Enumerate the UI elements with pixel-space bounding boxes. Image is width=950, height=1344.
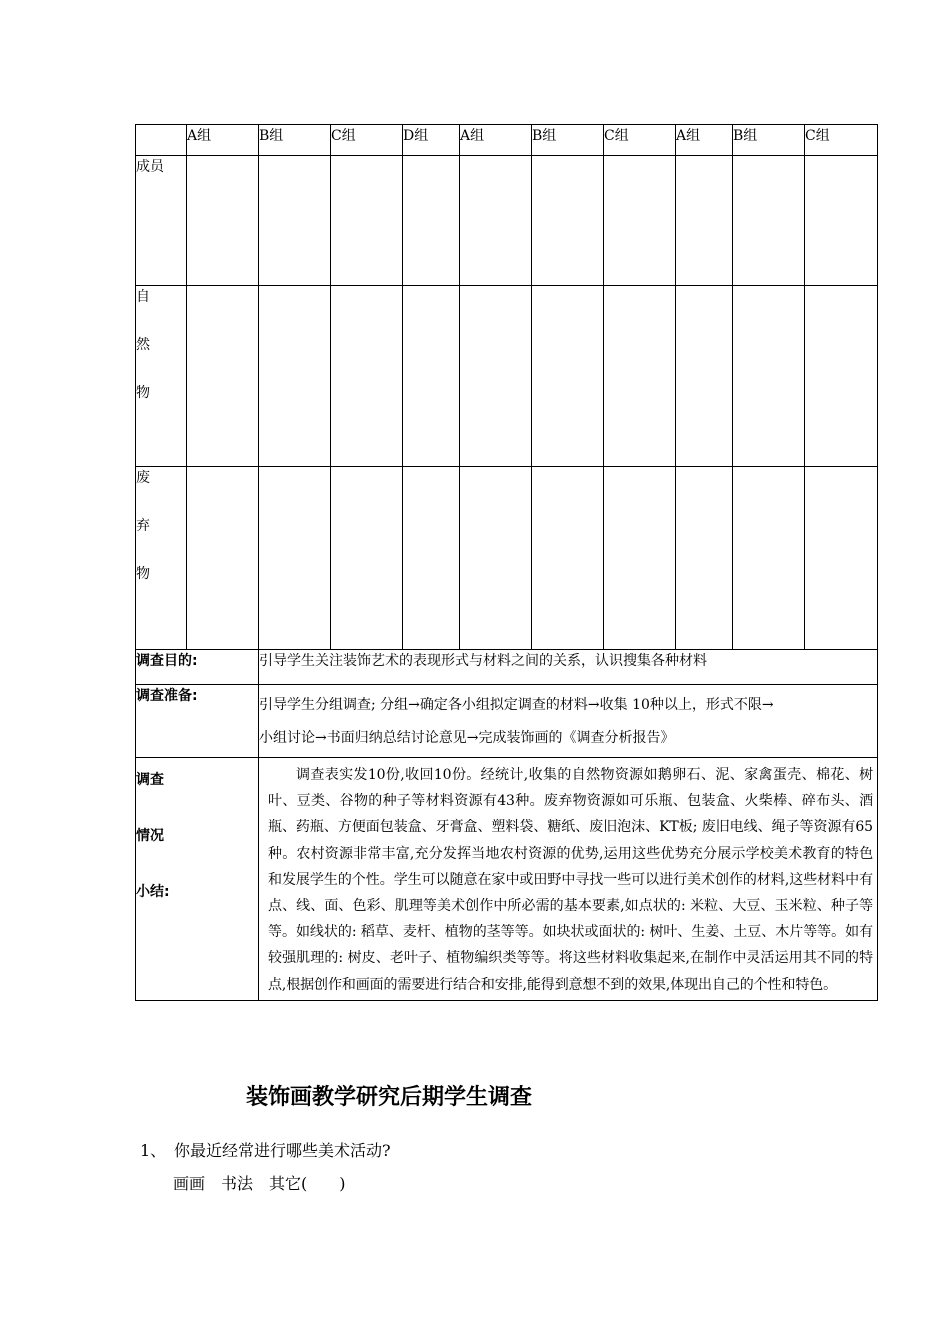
waste-cell (733, 467, 805, 650)
natural-cell (259, 286, 331, 467)
header-corner-cell (136, 125, 187, 156)
member-cell (259, 156, 331, 286)
waste-row (136, 467, 878, 650)
waste-cell (331, 467, 403, 650)
waste-cell (403, 467, 460, 650)
question-1-options (173, 1171, 346, 1194)
waste-char: 弃 (136, 518, 150, 534)
group-header: A组 (460, 125, 532, 156)
natural-cell (403, 286, 460, 467)
member-cell (805, 156, 878, 286)
waste-cell (805, 467, 878, 650)
natural-cell (331, 286, 403, 467)
group-header: B组 (532, 125, 604, 156)
member-cell (460, 156, 532, 286)
member-cell (403, 156, 460, 286)
natural-row (136, 286, 878, 467)
natural-cell (460, 286, 532, 467)
question-text: 你最近经常进行哪些美术活动? (174, 1141, 391, 1160)
group-header: B组 (733, 125, 805, 156)
summary-label-line: 情况 (136, 828, 164, 844)
question-number: 1、 (140, 1141, 167, 1160)
waste-cell (676, 467, 733, 650)
page-title: 装饰画教学研究后期学生调查 (246, 1085, 533, 1110)
natural-cell (604, 286, 676, 467)
option-painting: 画画 (173, 1174, 206, 1193)
group-header: B组 (259, 125, 331, 156)
summary-row (136, 758, 878, 1001)
waste-char: 废 (136, 470, 150, 486)
prep-line: 引导学生分组调查; 分组→确定各小组拟定调查的材料→收集 10种以上，形式不限→ (259, 697, 774, 713)
group-header: A组 (676, 125, 733, 156)
natural-cell (187, 286, 259, 467)
group-header: C组 (604, 125, 676, 156)
group-header: C组 (805, 125, 878, 156)
group-header: D组 (403, 125, 460, 156)
waste-label (136, 467, 187, 650)
purpose-row (136, 650, 878, 685)
member-cell (676, 156, 733, 286)
member-cell (331, 156, 403, 286)
purpose-text: 引导学生关注装饰艺术的表现形式与材料之间的关系，认识搜集各种材料 (259, 650, 878, 685)
question-1 (140, 1138, 391, 1161)
option-calligraphy: 书法 (221, 1174, 254, 1193)
waste-cell (187, 467, 259, 650)
natural-char: 自 (136, 289, 150, 305)
natural-char: 物 (136, 385, 150, 401)
group-header: C组 (331, 125, 403, 156)
survey-table (135, 124, 878, 1001)
purpose-label: 调查目的: (136, 650, 259, 685)
members-row (136, 156, 878, 286)
summary-label-line: 小结: (136, 884, 170, 900)
summary-label-line: 调查 (136, 772, 164, 788)
waste-cell (604, 467, 676, 650)
member-cell (532, 156, 604, 286)
prep-row (136, 685, 878, 758)
member-cell (733, 156, 805, 286)
natural-cell (676, 286, 733, 467)
group-header-row (136, 125, 878, 156)
natural-char: 然 (136, 337, 150, 353)
members-label: 成员 (136, 156, 187, 286)
group-header: A组 (187, 125, 259, 156)
waste-cell (460, 467, 532, 650)
waste-char: 物 (136, 566, 150, 582)
prep-label: 调查准备: (136, 685, 259, 758)
prep-text (259, 685, 878, 758)
member-cell (604, 156, 676, 286)
waste-cell (259, 467, 331, 650)
prep-line: 小组讨论→书面归纳总结讨论意见→完成装饰画的《调查分析报告》 (259, 730, 675, 746)
waste-cell (532, 467, 604, 650)
option-other: 其它( ) (269, 1174, 346, 1193)
member-cell (187, 156, 259, 286)
natural-cell (805, 286, 878, 467)
natural-cell (733, 286, 805, 467)
natural-cell (532, 286, 604, 467)
summary-text: 调查表实发10份,收回10份。经统计,收集的自然物资源如鹅卵石、泥、家禽蛋壳、棉花、树叶、豆类、谷物的种子等材料资源有43种。废弃物资源如可乐瓶、包装盒、火柴棒、碎布头、酒瓶、药瓶、方便面包装盒、牙膏盒、塑料袋、糖纸、废旧泡沫、KT板; 废旧电线、绳子等资源有65种。农村资源非常丰富,充分发挥当地农村资源的优势,运用这些优势充分展示学校美术教育的特色和发展学生的个性。学生可以随意在家中或田野中寻找一些可以进行美术创作的材料,这些材料中有点、线、面、色彩、肌理等美术创作中所必需的基本要素,如点状的: 米粒、大豆、玉米粒、种子等等。如线状的: 稻草、麦杆、植物的茎等等。如块状或面状的: 树叶、生姜、土豆、木片等等。如有较强肌理的: 树皮、老叶子、植物编织类等等。将这些材料收集起来,在制作中灵活运用其不同的特点,根据创作和画面的需要进行结合和安排,能得到意想不到的效果,体现出自己的个性和特色。 (259, 758, 878, 1001)
summary-label (136, 758, 259, 1001)
natural-label (136, 286, 187, 467)
